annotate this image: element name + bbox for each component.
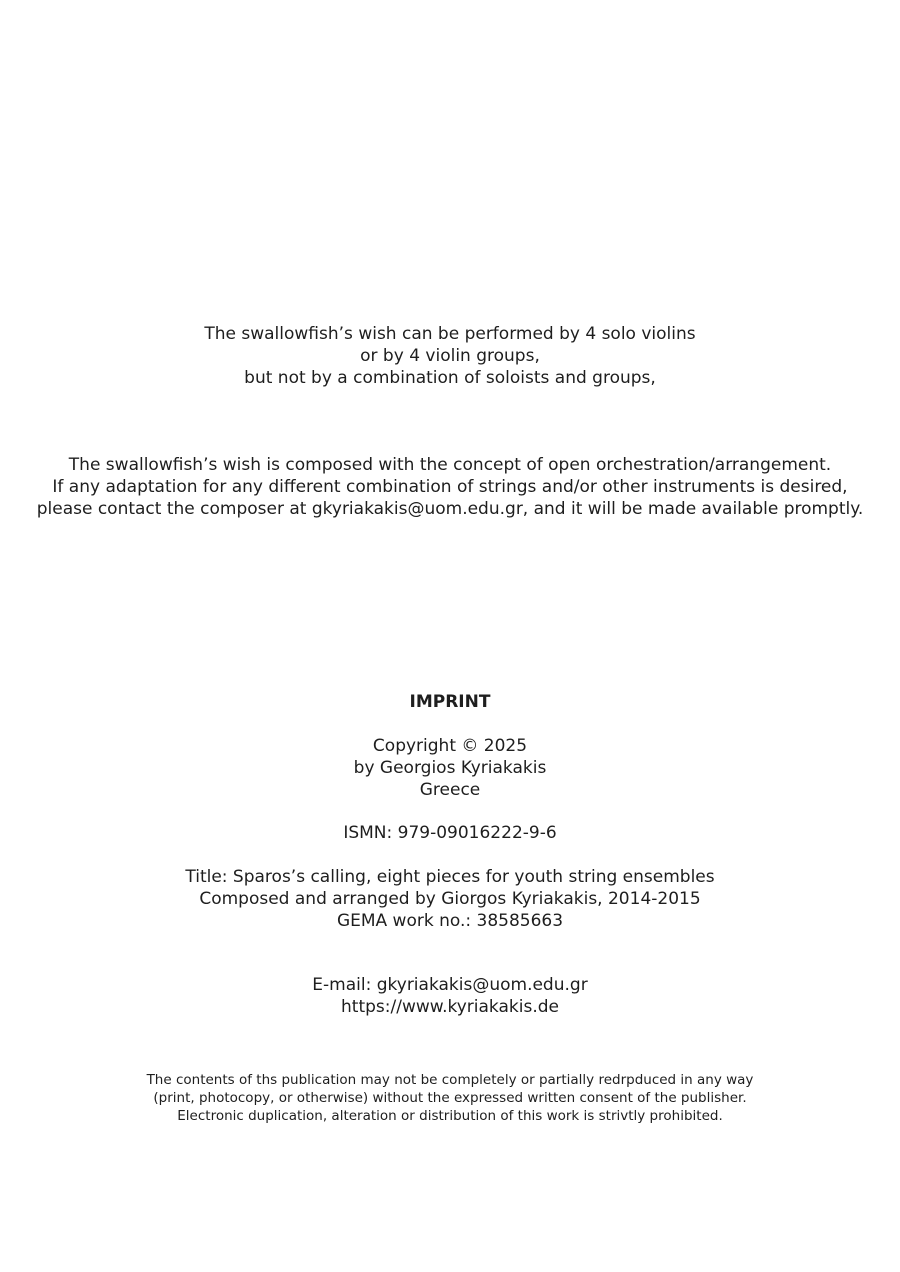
performance-note <box>0 323 900 389</box>
contact-email: E-mail: gkyriakakis@uom.edu.gr <box>312 975 588 995</box>
legal-notice-line: The contents of ths publication may not be completely or partially redrpduced in any way <box>146 1072 754 1088</box>
work-composer: Composed and arranged by Giorgos Kyriakakis, 2014-2015 <box>199 889 701 909</box>
copyright-country: Greece <box>419 780 481 800</box>
performance-note-line: or by 4 violin groups, <box>360 346 540 366</box>
performance-note-line: The swallowfish’s wish can be performed by 4 solo violins <box>204 324 696 344</box>
work-info-block <box>0 866 900 932</box>
copyright-author: by Georgios Kyriakakis <box>353 758 547 778</box>
performance-note-line: but not by a combination of soloists and groups, <box>244 368 656 388</box>
orchestration-note-line: The swallowfish’s wish is composed with the concept of open orchestration/arrangement. <box>68 455 832 475</box>
contact-website: https://www.kyriakakis.de <box>341 997 559 1017</box>
orchestration-note-line: please contact the composer at gkyriakakis@uom.edu.gr, and it will be made available promptly. <box>36 499 864 519</box>
work-gema-number: GEMA work no.: 38585663 <box>336 911 564 931</box>
imprint-heading-text: IMPRINT <box>409 692 491 712</box>
orchestration-note-line: If any adaptation for any different combination of strings and/or other instruments is desired, <box>52 477 848 497</box>
copyright-block <box>0 735 900 801</box>
orchestration-note <box>0 454 900 520</box>
legal-notice <box>0 1071 900 1125</box>
ismn-number: ISMN: 979-09016222-9-6 <box>343 823 557 843</box>
contact-block <box>0 974 900 1018</box>
imprint-heading <box>0 691 900 713</box>
legal-notice-line: (print, photocopy, or otherwise) without the expressed written consent of the publisher. <box>153 1090 747 1106</box>
copyright-line: Copyright © 2025 <box>372 736 528 756</box>
work-title: Title: Sparos’s calling, eight pieces for youth string ensembles <box>185 867 715 887</box>
ismn-block <box>0 822 900 844</box>
legal-notice-line: Electronic duplication, alteration or distribution of this work is strivtly prohibited. <box>177 1108 723 1124</box>
